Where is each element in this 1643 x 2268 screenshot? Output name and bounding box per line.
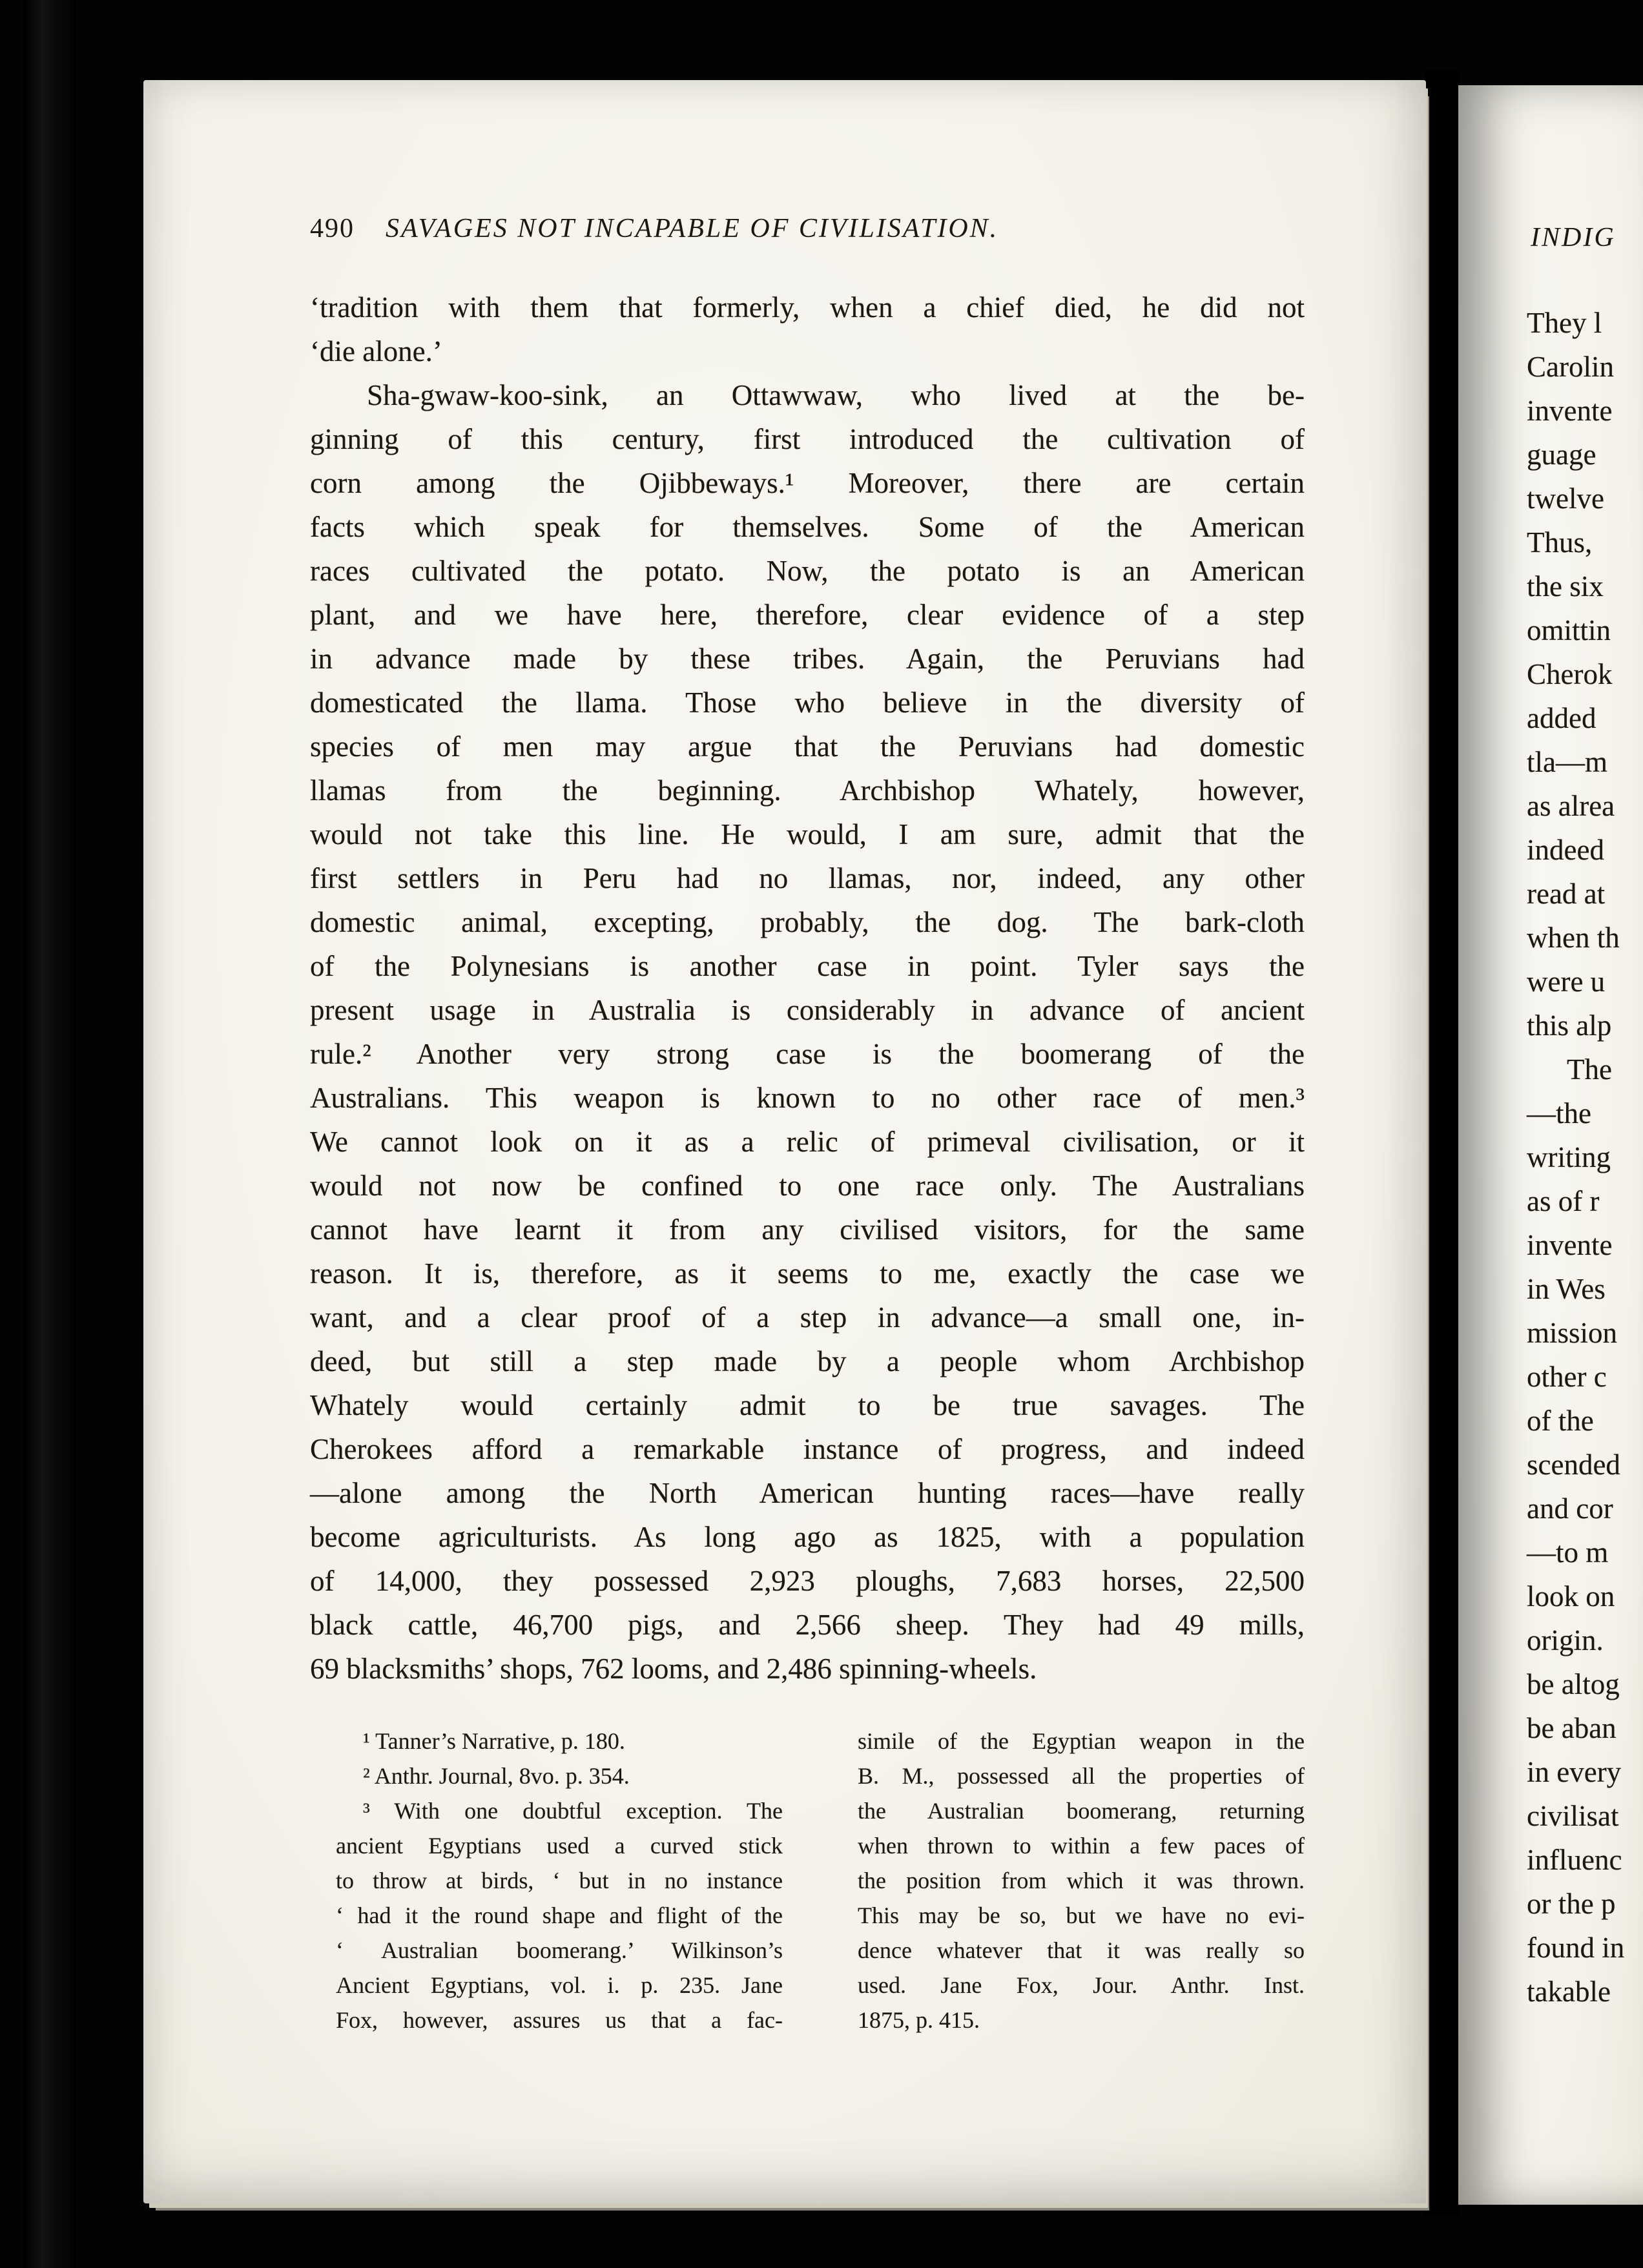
text-line: ginning of this century, first introduced the cultivation of <box>310 423 1305 455</box>
text-line: ‘tradition with them that formerly, when a chief died, he did not <box>310 291 1305 324</box>
text-line: in advance made by these tribes. Again, the Peruvians had <box>310 643 1305 675</box>
footnote-column-right <box>858 1724 1305 2037</box>
text-line: B. M., possessed all the properties of <box>858 1763 1305 1789</box>
text-line: when th <box>1527 922 1620 954</box>
text-line: deed, but still a step made by a people whom Archbishop <box>310 1345 1305 1377</box>
text-line: races cultivated the potato. Now, the potato is an American <box>310 555 1305 587</box>
text-line: domestic animal, excepting, probably, the dog. The bark-cloth <box>310 906 1305 938</box>
text-line: be altog <box>1527 1668 1620 1700</box>
body-text <box>310 285 1305 1691</box>
right-page-partial <box>1458 85 1643 2205</box>
running-title: SAVAGES NOT INCAPABLE OF CIVILISATION. <box>386 214 999 243</box>
text-line: ancient Egyptians used a curved stick <box>336 1833 783 1859</box>
text-line: cannot have learnt it from any civilised visitors, for the same <box>310 1213 1305 1246</box>
text-line: this alp <box>1527 1009 1612 1042</box>
text-line: Carolin <box>1527 351 1614 383</box>
text-line: writing <box>1527 1141 1611 1173</box>
footnotes <box>336 1724 1305 2037</box>
text-line: ‘ had it the round shape and flight of the <box>336 1902 783 1928</box>
text-line: dence whatever that it was really so <box>858 1937 1305 1963</box>
text-line: We cannot look on it as a relic of primeval civilisation, or it <box>310 1126 1305 1158</box>
scanner-film-edge <box>25 0 76 2268</box>
text-line: mission <box>1527 1317 1618 1349</box>
text-line: llamas from the beginning. Archbishop Whately, however, <box>310 774 1305 807</box>
text-line: The <box>1567 1053 1612 1086</box>
text-line: the position from which it was thrown. <box>858 1868 1305 1893</box>
text-line: ¹ Tanner’s Narrative, p. 180. <box>363 1728 625 1754</box>
text-line: read at <box>1527 878 1606 910</box>
text-line: Fox, however, assures us that a fac- <box>336 2007 783 2033</box>
text-line: corn among the Ojibbeways.¹ Moreover, there are certain <box>310 467 1305 499</box>
text-line: of the <box>1527 1405 1594 1437</box>
text-line: invente <box>1527 1229 1613 1261</box>
text-line: rule.² Another very strong case is the boomerang of the <box>310 1038 1305 1070</box>
text-line: present usage in Australia is considerably in advance of ancient <box>310 994 1305 1026</box>
text-line: would not take this line. He would, I am sure, admit that the <box>310 818 1305 850</box>
right-running-title: INDIG <box>1531 223 1616 253</box>
text-line: omittin <box>1527 614 1611 646</box>
text-line: ² Anthr. Journal, 8vo. p. 354. <box>363 1763 630 1789</box>
text-line: scended <box>1527 1448 1620 1481</box>
text-line: ‘ Australian boomerang.’ Wilkinson’s <box>336 1937 783 1963</box>
text-line: facts which speak for themselves. Some of the American <box>310 511 1305 543</box>
text-line: 69 blacksmiths’ shops, 762 looms, and 2,486 spinning-wheels. <box>310 1653 1037 1685</box>
text-line: invente <box>1527 395 1613 427</box>
text-line: Australians. This weapon is known to no other race of men.³ <box>310 1082 1305 1114</box>
text-line: used. Jane Fox, Jour. Anthr. Inst. <box>858 1972 1305 1998</box>
text-line: black cattle, 46,700 pigs, and 2,566 sheep. They had 49 mills, <box>310 1609 1305 1641</box>
running-head <box>310 213 1308 244</box>
text-line: domesticated the llama. Those who believe in the diversity of <box>310 686 1305 719</box>
text-line: would not now be confined to one race only. The Australians <box>310 1170 1305 1202</box>
footnote-column-left <box>336 1724 783 2037</box>
text-line: become agriculturists. As long ago as 1825, with a population <box>310 1521 1305 1553</box>
text-line: when thrown to within a few paces of <box>858 1833 1305 1859</box>
page-number: 490 <box>310 214 355 243</box>
text-line: as alrea <box>1527 790 1615 822</box>
text-line: look on <box>1527 1580 1615 1613</box>
text-line: in every <box>1527 1756 1622 1788</box>
book-gutter <box>1425 71 1460 2215</box>
text-line: twelve <box>1527 482 1604 515</box>
text-line: were u <box>1527 965 1606 998</box>
text-line: in Wes <box>1527 1273 1606 1305</box>
text-line: of 14,000, they possessed 2,923 ploughs, 7,683 horses, 22,500 <box>310 1565 1305 1597</box>
text-line: Cherok <box>1527 658 1613 690</box>
text-line: —the <box>1527 1097 1591 1129</box>
text-line: guage <box>1527 438 1596 471</box>
text-line: to throw at birds, ‘ but in no instance <box>336 1868 783 1893</box>
text-line: They l <box>1527 307 1602 339</box>
text-line: —to m <box>1527 1536 1609 1569</box>
text-line: indeed <box>1527 834 1604 866</box>
text-line: or the p <box>1527 1888 1616 1920</box>
text-line: ³ With one doubtful exception. The <box>363 1798 783 1824</box>
text-line: the Australian boomerang, returning <box>858 1798 1305 1824</box>
text-line: be aban <box>1527 1712 1617 1744</box>
text-line: Cherokees afford a remarkable instance of progress, and indeed <box>310 1433 1305 1465</box>
text-line: civilisat <box>1527 1800 1619 1832</box>
text-line: influenc <box>1527 1844 1622 1876</box>
text-line: species of men may argue that the Peruvians had domestic <box>310 730 1305 763</box>
text-line: found in <box>1527 1932 1625 1964</box>
text-line: added <box>1527 702 1596 734</box>
text-line: This may be so, but we have no evi- <box>858 1902 1305 1928</box>
text-line: 1875, p. 415. <box>858 2007 980 2033</box>
text-line: Whately would certainly admit to be true savages. The <box>310 1389 1305 1421</box>
text-line: other c <box>1527 1361 1607 1393</box>
text-line: and cor <box>1527 1492 1613 1525</box>
text-line: origin. <box>1527 1624 1604 1656</box>
right-page-body-text <box>1527 301 1643 2014</box>
text-line: ‘die alone.’ <box>310 335 442 367</box>
text-line: Sha-gwaw-koo-sink, an Ottawwaw, who lived at the be- <box>367 379 1305 411</box>
text-line: as of r <box>1527 1185 1600 1217</box>
text-line: reason. It is, therefore, as it seems to me, exactly the case we <box>310 1257 1305 1290</box>
text-line: plant, and we have here, therefore, clear evidence of a step <box>310 599 1305 631</box>
text-line: —alone among the North American hunting races—have really <box>310 1477 1305 1509</box>
left-page <box>143 80 1426 2203</box>
text-line: want, and a clear proof of a step in advance—a small one, in- <box>310 1301 1305 1334</box>
text-line: simile of the Egyptian weapon in the <box>858 1728 1305 1754</box>
text-line: first settlers in Peru had no llamas, nor, indeed, any other <box>310 862 1305 894</box>
text-line: the six <box>1527 570 1604 603</box>
text-line: Ancient Egyptians, vol. i. p. 235. Jane <box>336 1972 783 1998</box>
text-line: Thus, <box>1527 526 1593 559</box>
text-line: tla—m <box>1527 746 1607 778</box>
text-line: takable <box>1527 1975 1611 2008</box>
text-line: of the Polynesians is another case in point. Tyler says the <box>310 950 1305 982</box>
